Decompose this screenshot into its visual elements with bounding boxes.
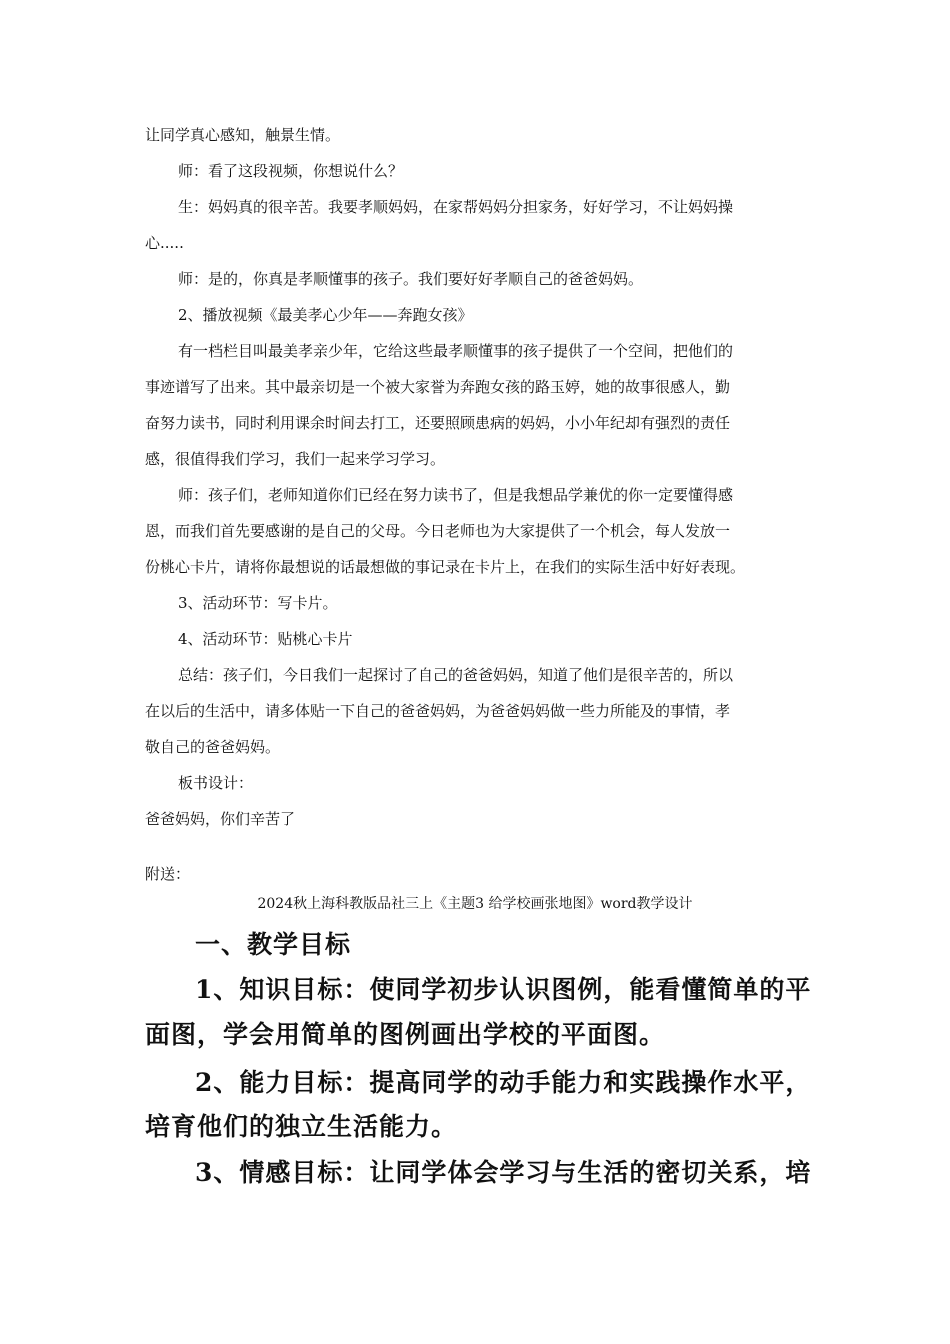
paragraph-line: 感，很值得我们学习，我们一起来学习学习。 (145, 450, 446, 468)
paragraph-line: 爸爸妈妈，你们辛苦了 (145, 810, 296, 828)
paragraph-line: 师：孩子们，老师知道你们已经在努力读书了，但是我想品学兼优的你一定要懂得感 (178, 486, 734, 504)
paragraph-line: 在以后的生活中，请多体贴一下自己的爸爸妈妈，为爸爸妈妈做一些力所能及的事情，孝 (145, 702, 731, 720)
paragraph-line: 有一档栏目叫最美孝亲少年，它给这些最孝顺懂事的孩子提供了一个空间，把他们的 (178, 342, 734, 360)
goal-line: 培育他们的独立生活能力。 (145, 1112, 458, 1141)
paragraph-line: 生：妈妈真的很辛苦。我要孝顺妈妈，在家帮妈妈分担家务，好好学习，不让妈妈操 (178, 198, 734, 216)
paragraph-line: 份桃心卡片，请将你最想说的话最想做的事记录在卡片上，在我们的实际生活中好好表现。 (145, 558, 746, 576)
goal-line: 3、情感目标：让同学体会学习与生活的密切关系，培 (195, 1158, 812, 1187)
paragraph-line: 敬自己的爸爸妈妈。 (145, 738, 281, 756)
goal-line: 2、能力目标：提高同学的动手能力和实践操作水平， (195, 1068, 812, 1097)
document-subtitle: 2024秋上海科教版品社三上《主题3 给学校画张地图》word教学设计 (257, 896, 693, 912)
paragraph-line: 让同学真心感知，触景生情。 (145, 126, 341, 144)
paragraph-line: 附送： (145, 865, 191, 883)
paragraph-line: 总结：孩子们，今日我们一起探讨了自己的爸爸妈妈，知道了他们是很辛苦的，所以 (178, 666, 734, 684)
goal-line: 1、知识目标：使同学初步认识图例，能看懂简单的平 (195, 975, 812, 1004)
paragraph-line: 4、活动环节：贴桃心卡片 (178, 630, 353, 648)
paragraph-line: 3、活动环节：写卡片。 (178, 594, 338, 612)
paragraph-line: 师：是的，你真是孝顺懂事的孩子。我们要好好孝顺自己的爸爸妈妈。 (178, 270, 644, 288)
goal-line: 面图，学会用简单的图例画出学校的平面图。 (145, 1020, 666, 1049)
paragraph-line: 奋努力读书，同时利用课余时间去打工，还要照顾患病的妈妈，小小年纪却有强烈的责任 (145, 414, 731, 432)
paragraph-line: 板书设计： (178, 774, 254, 792)
paragraph-line: 心..... (145, 234, 184, 252)
section-heading: 一、教学目标 (195, 930, 352, 959)
paragraph-line: 事迹谱写了出来。其中最亲切是一个被大家誉为奔跑女孩的路玉婷，她的故事很感人，勤 (145, 378, 731, 396)
paragraph-line: 恩，而我们首先要感谢的是自己的父母。今日老师也为大家提供了一个机会，每人发放一 (145, 522, 731, 540)
paragraph-line: 2、播放视频《最美孝心少年——奔跑女孩》 (178, 306, 473, 324)
paragraph-line: 师：看了这段视频，你想说什么？ (178, 162, 404, 180)
